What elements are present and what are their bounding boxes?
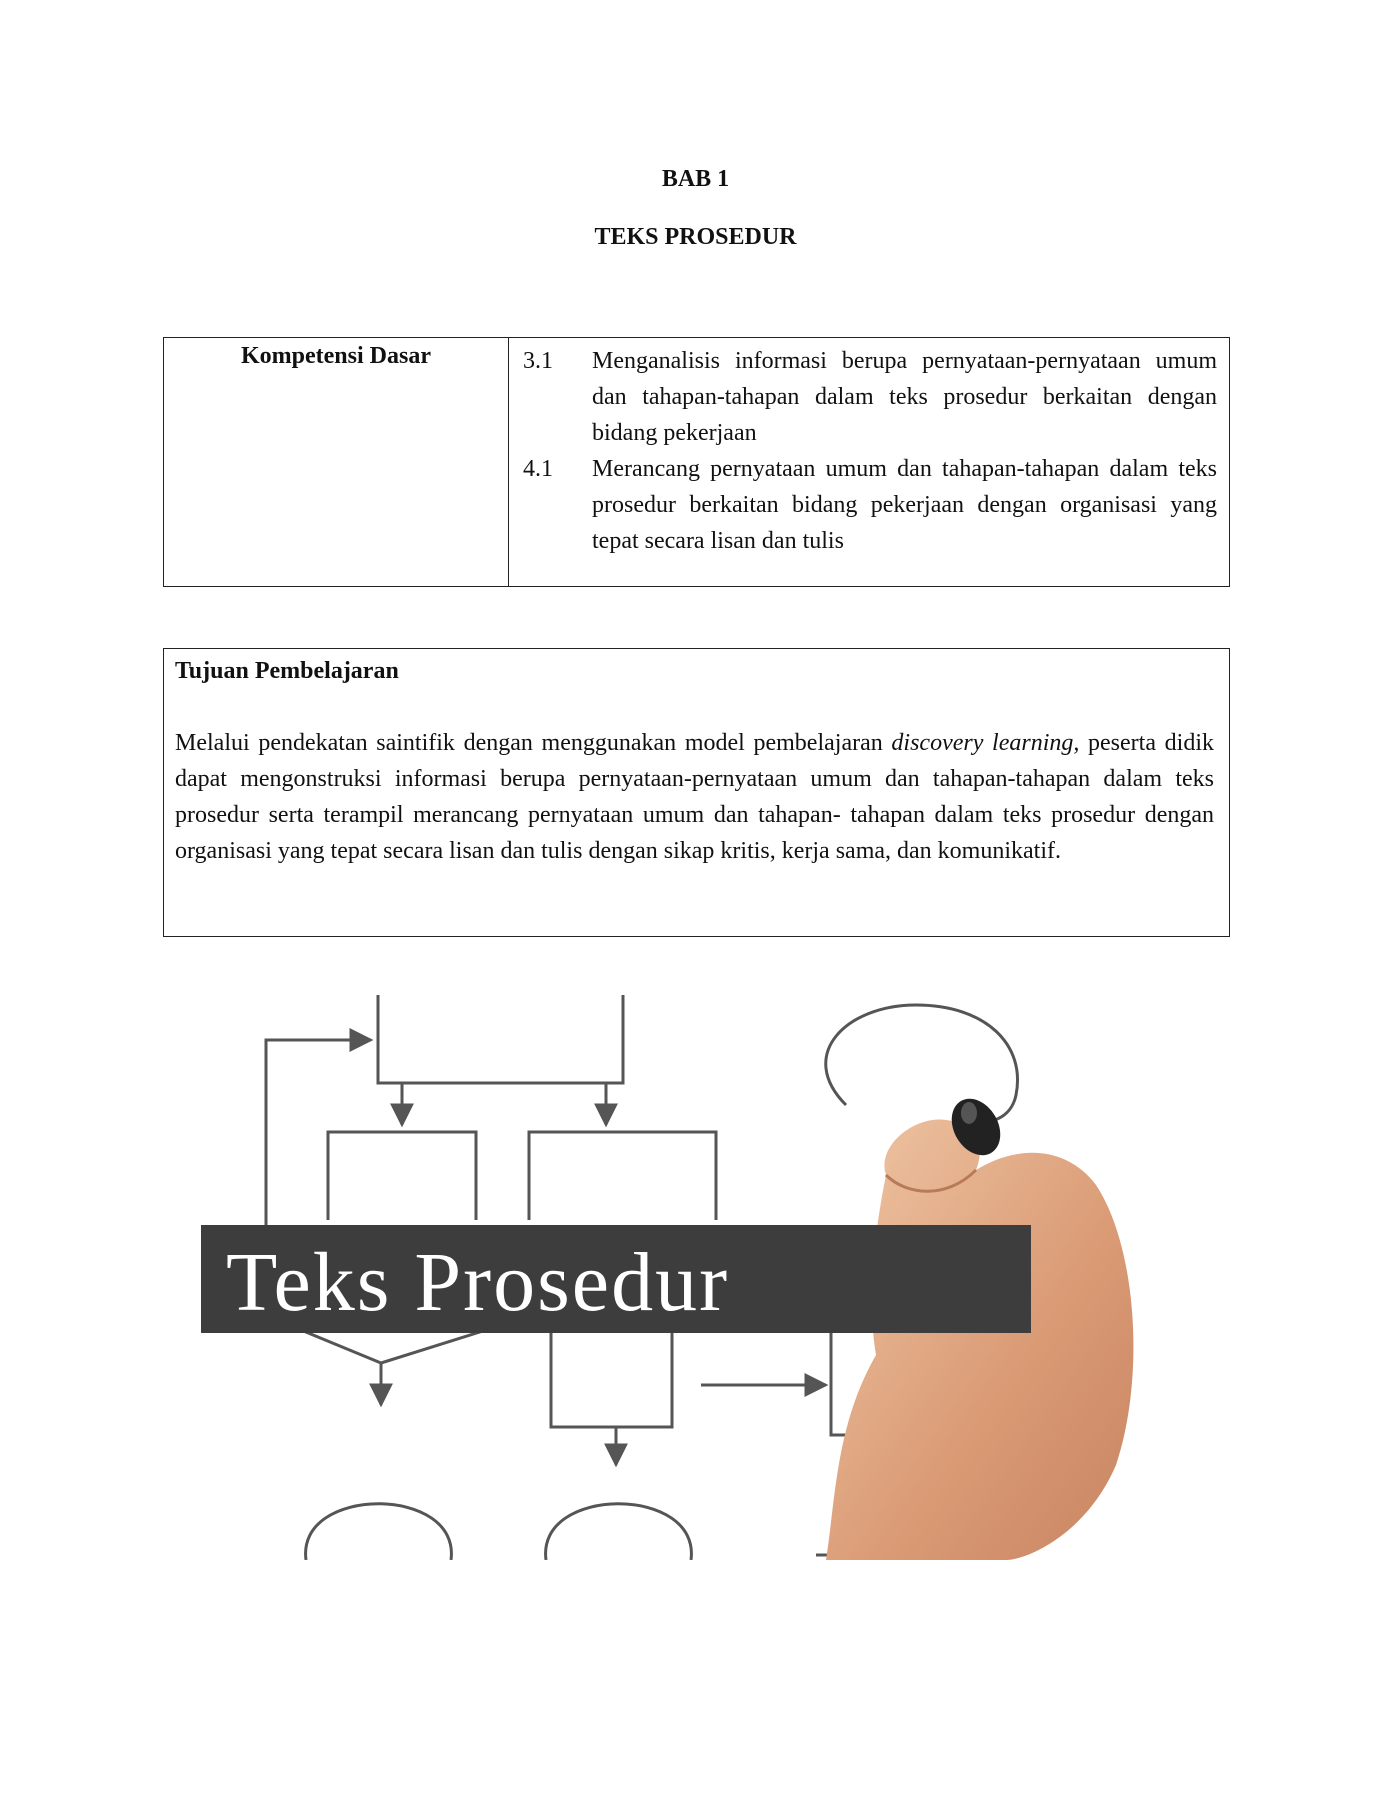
kompetensi-number: 4.1 (523, 456, 553, 482)
kompetensi-text: Merancang pernyataan umum dan tahapan-tahapan dalam teks prosedur berkaitan bidang pekerjaan dengan organisasi yang tepat secara lisan dan tulis (592, 456, 1217, 554)
tujuan-body-italic: discovery learning, (891, 730, 1080, 756)
kompetensi-number: 3.1 (523, 348, 553, 374)
kompetensi-text: Menganalisis informasi berupa pernyataan-pernyataan umum dan tahapan-tahapan dalam teks prosedur berkaitan dengan bidang pekerjaan (592, 348, 1217, 446)
kompetensi-dasar-table (163, 337, 1230, 587)
kompetensi-item (523, 343, 1217, 451)
teks-prosedur-illustration (186, 995, 1196, 1560)
tujuan-body-end: peserta didik dapat mengonstruksi informasi berupa pernyataan-pernyataan umum dan tahapan-tahapan dalam teks prosedur serta terampil merancang pernyataan umum dan tahapan- tahapan dalam teks prosedur dengan organisasi yang tepat secara lisan dan tulis dengan sikap kritis, kerja sama, dan komunikatif. (175, 730, 1214, 864)
chapter-title: TEKS PROSEDUR (594, 224, 797, 250)
tujuan-body-start: Melalui pendekatan saintifik dengan menggunakan model pembelajaran (175, 730, 892, 756)
tujuan-title: Tujuan Pembelajaran (175, 658, 399, 684)
kompetensi-item (523, 451, 1217, 559)
chapter-heading: BAB 1 (661, 166, 730, 192)
kompetensi-label: Kompetensi Dasar (164, 338, 509, 586)
banner-text: Teks Prosedur (226, 1236, 730, 1329)
kompetensi-content (509, 338, 1229, 586)
tujuan-pembelajaran-box (163, 648, 1230, 937)
tujuan-body (175, 725, 1214, 869)
